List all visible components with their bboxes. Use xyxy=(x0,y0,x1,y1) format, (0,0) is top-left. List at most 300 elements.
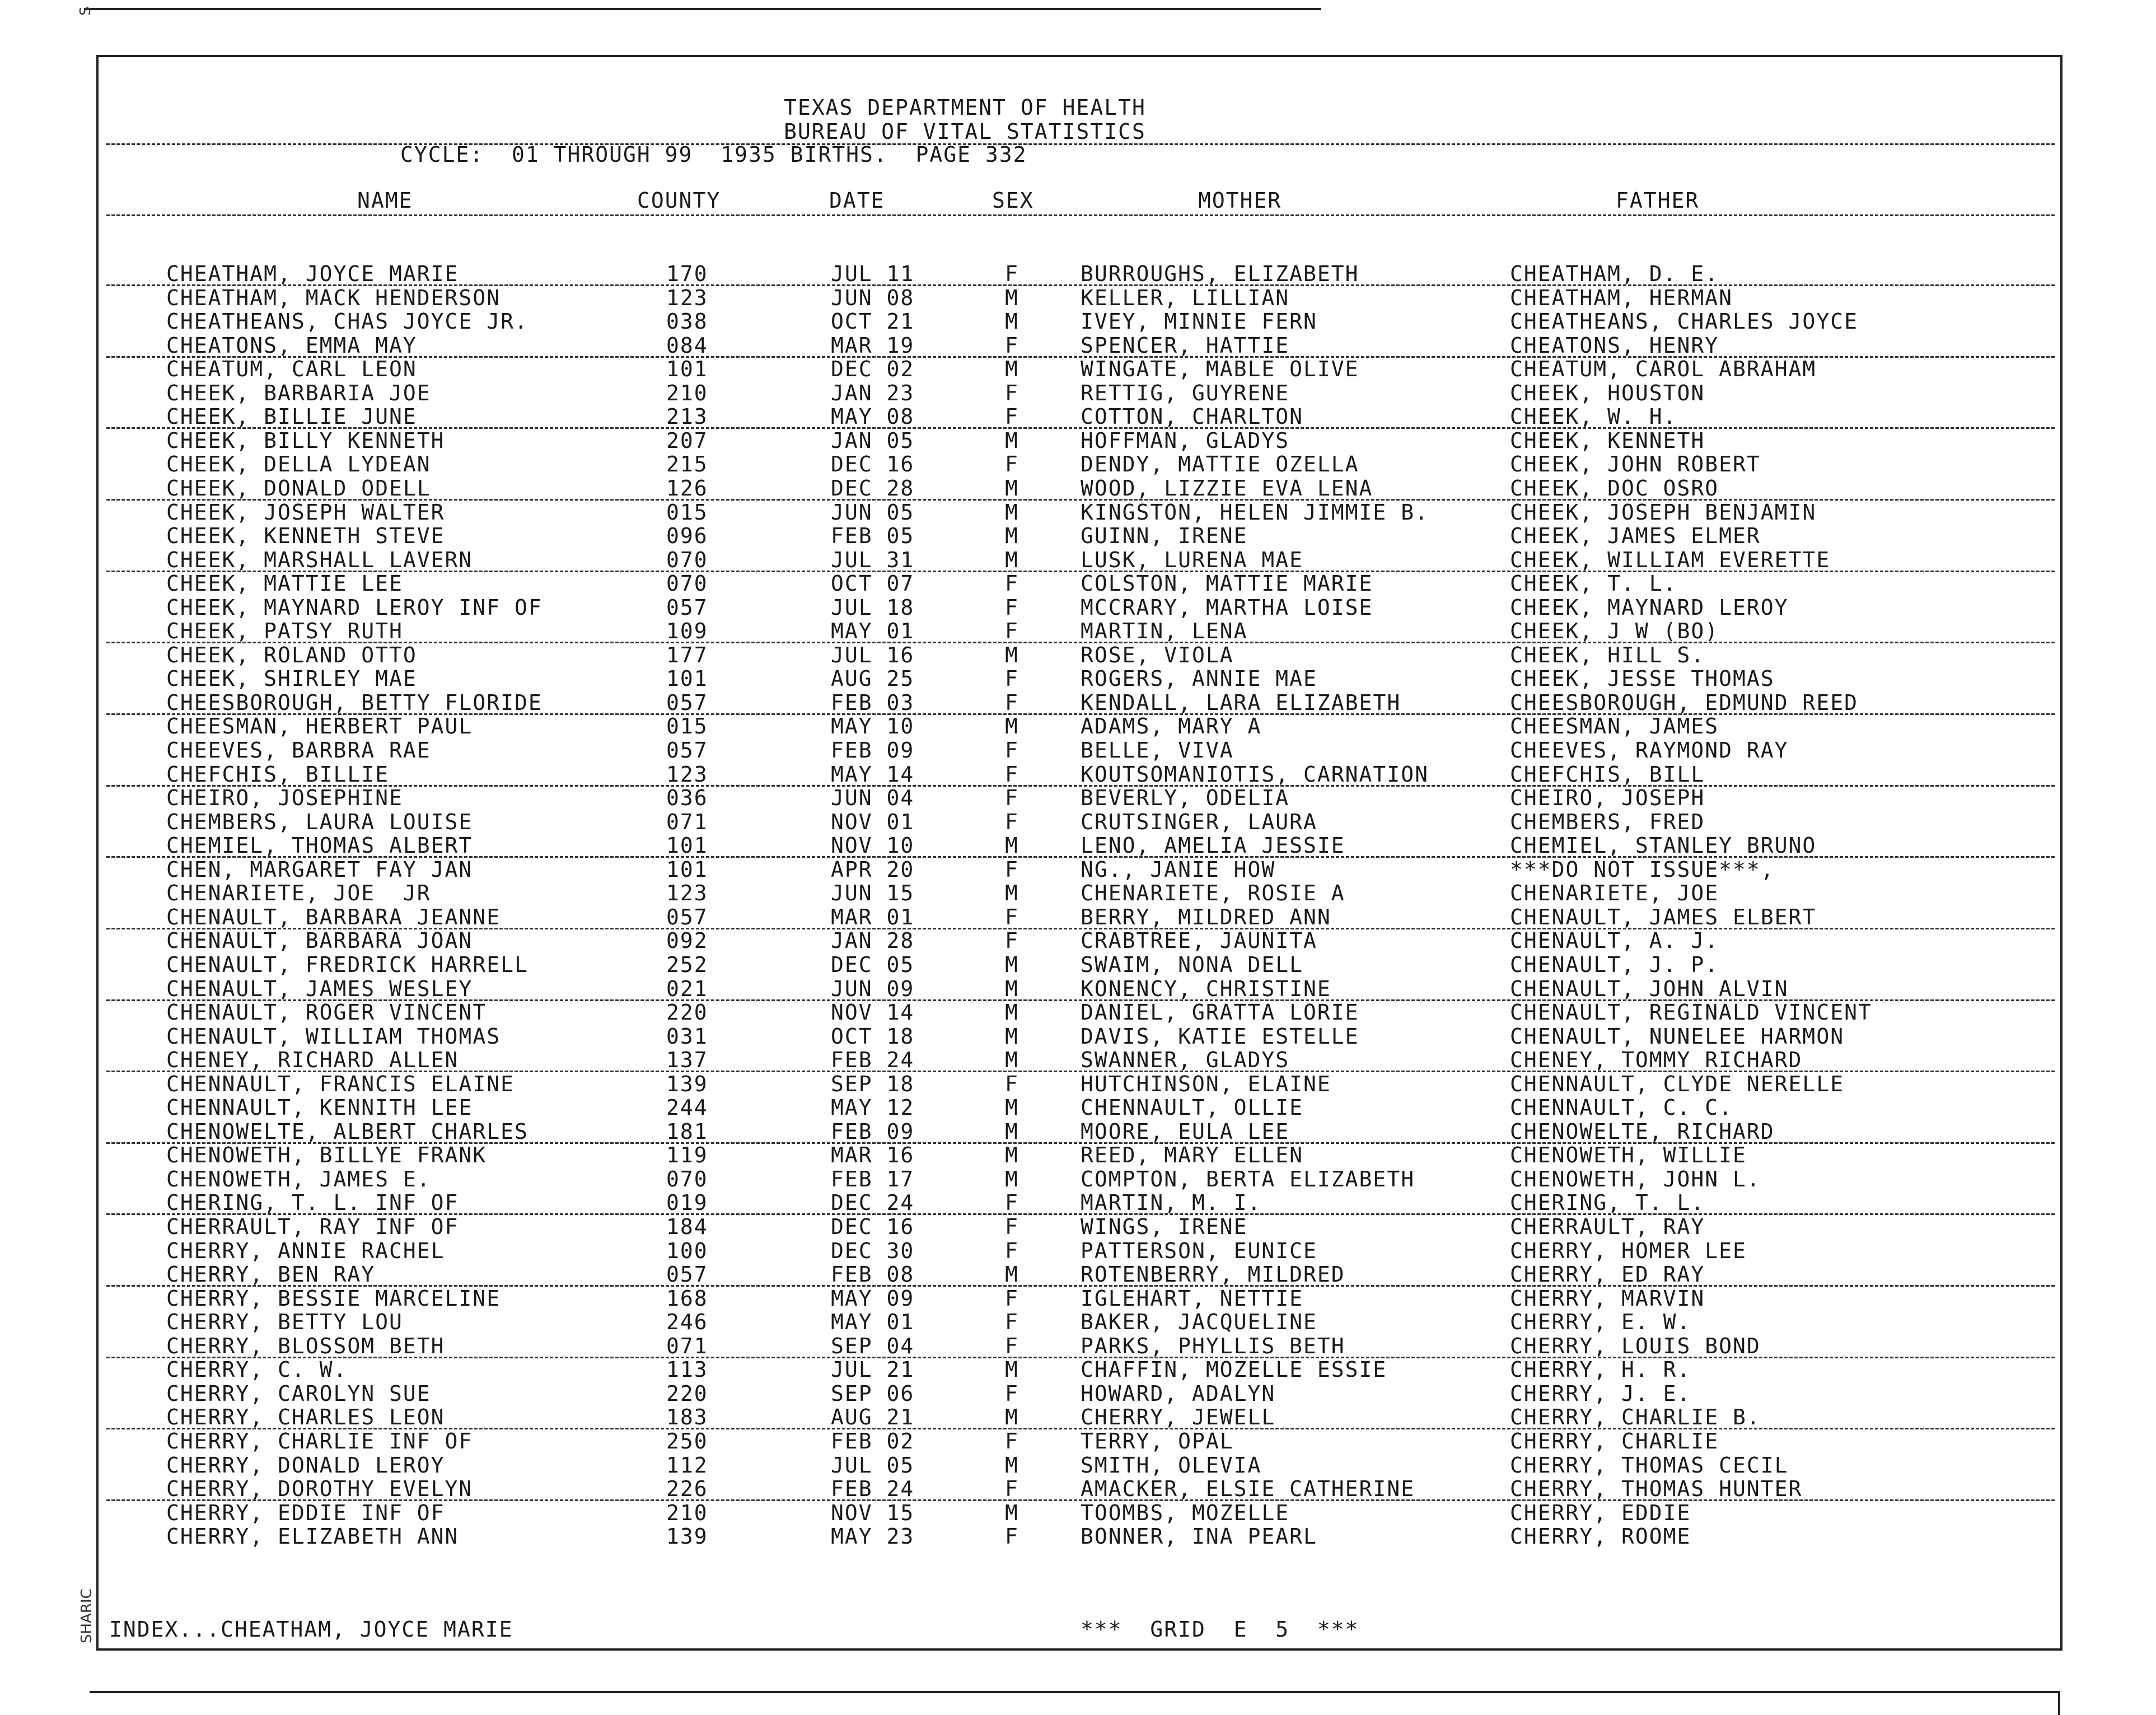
record-name: CHERRY, BLOSSOM BETH xyxy=(166,1333,445,1358)
record-date: DEC 16 xyxy=(831,452,915,477)
record-name: CHERRY, BETTY LOU xyxy=(166,1310,403,1335)
record-row xyxy=(0,405,2156,428)
record-county: 101 xyxy=(666,666,708,691)
record-mother: BEVERLY, ODELIA xyxy=(1081,786,1290,811)
record-row xyxy=(0,1215,2156,1239)
record-mother: SWANNER, GLADYS xyxy=(1081,1048,1290,1073)
record-name: CHEATHAM, JOYCE MARIE xyxy=(166,261,459,286)
record-county: 112 xyxy=(666,1452,708,1478)
record-father: CHEMIEL, STANLEY BRUNO xyxy=(1510,833,1817,858)
record-name: CHERRY, DONALD LEROY xyxy=(166,1452,445,1478)
record-father: CHENEY, TOMMY RICHARD xyxy=(1510,1048,1803,1073)
record-father: CHENNAULT, CLYDE NERELLE xyxy=(1510,1071,1845,1096)
record-row xyxy=(0,548,2156,572)
record-row xyxy=(0,905,2156,929)
record-father: CHERRY, ROOME xyxy=(1510,1524,1691,1549)
record-county: 123 xyxy=(666,285,708,310)
record-row xyxy=(0,1167,2156,1191)
record-date: DEC 16 xyxy=(831,1214,915,1239)
record-row xyxy=(0,501,2156,524)
record-sex: F xyxy=(1005,1286,1019,1311)
record-county: 096 xyxy=(666,524,708,549)
record-mother: BELLE, VIVA xyxy=(1081,738,1234,763)
row-group-rule xyxy=(106,356,2055,358)
record-name: CHEEK, DONALD ODELL xyxy=(166,475,431,501)
record-county: 177 xyxy=(666,642,708,667)
record-county: 084 xyxy=(666,333,708,358)
record-father: CHEEK, JOHN ROBERT xyxy=(1510,452,1761,477)
record-county: 123 xyxy=(666,761,708,787)
record-mother: DENDY, MATTIE OZELLA xyxy=(1081,452,1359,477)
row-group-rule xyxy=(106,928,2055,929)
record-name: CHEATUM, CARL LEON xyxy=(166,357,417,382)
record-mother: TOOMBS, MOZELLE xyxy=(1081,1500,1290,1525)
record-county: 109 xyxy=(666,619,708,644)
record-county: 101 xyxy=(666,357,708,382)
record-name: CHENNAULT, FRANCIS ELAINE xyxy=(166,1071,515,1096)
record-name: CHEATONS, EMMA MAY xyxy=(166,333,417,358)
record-date: FEB 05 xyxy=(831,524,915,549)
record-father: CHENNAULT, C. C. xyxy=(1510,1095,1733,1120)
record-county: 183 xyxy=(666,1405,708,1430)
record-mother: ADAMS, MARY A xyxy=(1081,714,1262,739)
record-county: 038 xyxy=(666,309,708,334)
record-sex: M xyxy=(1005,285,1019,310)
record-row xyxy=(0,977,2156,1001)
record-row xyxy=(0,1096,2156,1119)
record-sex: M xyxy=(1005,1000,1019,1025)
record-mother: WINGATE, MABLE OLIVE xyxy=(1081,357,1359,382)
record-name: CHENARIETE, JOE JR xyxy=(166,881,431,906)
record-father: CHEEVES, RAYMOND RAY xyxy=(1510,738,1789,763)
record-sex: M xyxy=(1005,1048,1019,1073)
record-row xyxy=(0,1048,2156,1072)
record-name: CHEEVES, BARBRA RAE xyxy=(166,738,431,763)
record-name: CHERING, T. L. INF OF xyxy=(166,1190,459,1216)
record-name: CHEEK, SHIRLEY MAE xyxy=(166,666,417,691)
record-date: SEP 06 xyxy=(831,1381,915,1406)
record-date: DEC 28 xyxy=(831,475,915,501)
record-father: ***DO NOT ISSUE***, xyxy=(1510,857,1775,882)
record-date: FEB 02 xyxy=(831,1428,915,1454)
record-row xyxy=(0,1239,2156,1263)
record-father: CHEMBERS, FRED xyxy=(1510,809,1705,834)
record-row xyxy=(0,1287,2156,1310)
record-row xyxy=(0,1334,2156,1358)
record-name: CHERRY, CAROLYN SUE xyxy=(166,1381,431,1406)
record-row xyxy=(0,1525,2156,1548)
record-mother: CRUTSINGER, LAURA xyxy=(1081,809,1317,834)
record-sex: F xyxy=(1005,857,1019,882)
row-group-rule xyxy=(106,571,2055,572)
record-mother: KONENCY, CHRISTINE xyxy=(1081,976,1331,1001)
record-name: CHEEK, MARSHALL LAVERN xyxy=(166,547,473,572)
record-father: CHERRY, LOUIS BOND xyxy=(1510,1333,1761,1358)
record-name: CHEEK, BILLY KENNETH xyxy=(166,428,445,453)
record-date: DEC 30 xyxy=(831,1238,915,1263)
record-row xyxy=(0,786,2156,810)
col-date-heading: DATE xyxy=(829,188,885,213)
record-county: 071 xyxy=(666,809,708,834)
record-sex: M xyxy=(1005,1095,1019,1120)
record-sex: F xyxy=(1005,928,1019,954)
record-sex: M xyxy=(1005,1262,1019,1287)
record-father: CHERRY, CHARLIE B. xyxy=(1510,1405,1761,1430)
row-group-rule xyxy=(106,642,2055,643)
record-mother: SMITH, OLEVIA xyxy=(1081,1452,1262,1478)
record-county: 207 xyxy=(666,428,708,453)
row-group-rule xyxy=(106,856,2055,858)
record-sex: F xyxy=(1005,1524,1019,1549)
record-date: FEB 09 xyxy=(831,738,915,763)
record-name: CHERRAULT, RAY INF OF xyxy=(166,1214,459,1239)
record-county: 057 xyxy=(666,904,708,929)
record-row xyxy=(0,1501,2156,1525)
record-date: MAY 01 xyxy=(831,619,915,644)
record-sex: F xyxy=(1005,380,1019,405)
record-row xyxy=(0,1191,2156,1214)
record-sex: F xyxy=(1005,452,1019,477)
record-name: CHENOWETH, BILLYE FRANK xyxy=(166,1143,487,1168)
record-mother: DAVIS, KATIE ESTELLE xyxy=(1081,1024,1359,1049)
record-row xyxy=(0,262,2156,286)
record-sex: M xyxy=(1005,524,1019,549)
record-row xyxy=(0,619,2156,643)
record-sex: M xyxy=(1005,499,1019,525)
record-date: FEB 03 xyxy=(831,690,915,715)
record-row xyxy=(0,1001,2156,1024)
record-date: DEC 05 xyxy=(831,952,915,977)
record-county: 139 xyxy=(666,1071,708,1096)
record-date: AUG 25 xyxy=(831,666,915,691)
record-county: 070 xyxy=(666,571,708,596)
record-father: CHENAULT, A. J. xyxy=(1510,928,1719,954)
record-row xyxy=(0,1120,2156,1143)
record-row xyxy=(0,929,2156,952)
row-group-rule xyxy=(106,284,2055,286)
record-sex: M xyxy=(1005,357,1019,382)
record-row xyxy=(0,691,2156,714)
record-name: CHENAULT, ROGER VINCENT xyxy=(166,1000,487,1025)
department-title: TEXAS DEPARTMENT OF HEALTH xyxy=(784,95,1146,120)
row-group-rule xyxy=(106,713,2055,715)
record-date: MAR 19 xyxy=(831,333,915,358)
record-date: MAR 16 xyxy=(831,1143,915,1168)
record-name: CHEN, MARGARET FAY JAN xyxy=(166,857,473,882)
record-row xyxy=(0,763,2156,786)
record-date: MAY 01 xyxy=(831,1310,915,1335)
record-name: CHEEK, MAYNARD LEROY INF OF xyxy=(166,595,542,620)
record-sex: M xyxy=(1005,1452,1019,1478)
record-sex: M xyxy=(1005,1166,1019,1191)
record-row xyxy=(0,524,2156,548)
record-county: 015 xyxy=(666,499,708,525)
record-father: CHENAULT, NUNELEE HARMON xyxy=(1510,1024,1845,1049)
record-county: 071 xyxy=(666,1333,708,1358)
row-group-rule xyxy=(106,1428,2055,1429)
record-father: CHERRY, EDDIE xyxy=(1510,1500,1691,1525)
record-row xyxy=(0,1454,2156,1477)
record-county: 126 xyxy=(666,475,708,501)
record-name: CHEEK, MATTIE LEE xyxy=(166,571,403,596)
record-row xyxy=(0,476,2156,500)
record-sex: F xyxy=(1005,1214,1019,1239)
record-name: CHENAULT, WILLIAM THOMAS xyxy=(166,1024,501,1049)
record-mother: WOOD, LIZZIE EVA LENA xyxy=(1081,475,1373,501)
record-row xyxy=(0,1072,2156,1096)
record-date: JAN 05 xyxy=(831,428,915,453)
record-mother: MOORE, EULA LEE xyxy=(1081,1119,1290,1144)
record-name: CHEFCHIS, BILLIE xyxy=(166,761,390,787)
record-county: 226 xyxy=(666,1476,708,1502)
record-date: OCT 18 xyxy=(831,1024,915,1049)
record-mother: MARTIN, LENA xyxy=(1081,619,1248,644)
record-mother: CHENARIETE, ROSIE A xyxy=(1081,881,1345,906)
record-date: NOV 14 xyxy=(831,1000,915,1025)
record-father: CHENAULT, JAMES ELBERT xyxy=(1510,904,1817,929)
record-row xyxy=(0,643,2156,667)
record-mother: BERRY, MILDRED ANN xyxy=(1081,904,1331,929)
record-name: CHEEK, PATSY RUTH xyxy=(166,619,403,644)
record-county: 181 xyxy=(666,1119,708,1144)
record-row xyxy=(0,810,2156,834)
record-mother: KOUTSOMANIOTIS, CARNATION xyxy=(1081,761,1429,787)
record-sex: F xyxy=(1005,761,1019,787)
record-county: 210 xyxy=(666,1500,708,1525)
record-name: CHENEY, RICHARD ALLEN xyxy=(166,1048,459,1073)
record-name: CHERRY, C. W. xyxy=(166,1357,348,1382)
record-row xyxy=(0,739,2156,762)
record-father: CHEATHAM, HERMAN xyxy=(1510,285,1733,310)
record-date: OCT 21 xyxy=(831,309,915,334)
record-name: CHENAULT, JAMES WESLEY xyxy=(166,976,473,1001)
record-county: 036 xyxy=(666,786,708,811)
record-mother: RETTIG, GUYRENE xyxy=(1081,380,1290,405)
record-name: CHENAULT, BARBARA JOAN xyxy=(166,928,473,954)
record-father: CHERRAULT, RAY xyxy=(1510,1214,1705,1239)
record-mother: KENDALL, LARA ELIZABETH xyxy=(1081,690,1401,715)
record-mother: CRABTREE, JAUNITA xyxy=(1081,928,1317,954)
record-county: 021 xyxy=(666,976,708,1001)
record-date: MAR 01 xyxy=(831,904,915,929)
record-father: CHENOWETH, WILLIE xyxy=(1510,1143,1747,1168)
record-sex: M xyxy=(1005,1357,1019,1382)
record-row xyxy=(0,1263,2156,1286)
record-father: CHENOWELTE, RICHARD xyxy=(1510,1119,1775,1144)
record-sex: F xyxy=(1005,1071,1019,1096)
record-county: 057 xyxy=(666,595,708,620)
record-mother: KINGSTON, HELEN JIMMIE B. xyxy=(1081,499,1429,525)
record-row xyxy=(0,1429,2156,1453)
record-mother: BURROUGHS, ELIZABETH xyxy=(1081,261,1359,286)
record-date: JAN 28 xyxy=(831,928,915,954)
row-group-rule xyxy=(106,427,2055,429)
record-date: FEB 24 xyxy=(831,1476,915,1502)
record-name: CHEATHAM, MACK HENDERSON xyxy=(166,285,501,310)
record-county: 057 xyxy=(666,690,708,715)
record-name: CHERRY, CHARLIE INF OF xyxy=(166,1428,473,1454)
record-father: CHEEK, KENNETH xyxy=(1510,428,1705,453)
record-sex: F xyxy=(1005,595,1019,620)
record-date: JUL 18 xyxy=(831,595,915,620)
record-mother: GUINN, IRENE xyxy=(1081,524,1248,549)
record-row xyxy=(0,572,2156,595)
record-sex: F xyxy=(1005,1310,1019,1335)
record-father: CHEATHAM, D. E. xyxy=(1510,261,1719,286)
record-sex: F xyxy=(1005,1190,1019,1216)
record-name: CHEEK, DELLA LYDEAN xyxy=(166,452,431,477)
record-sex: F xyxy=(1005,786,1019,811)
record-date: MAY 14 xyxy=(831,761,915,787)
record-name: CHEEK, ROLAND OTTO xyxy=(166,642,417,667)
record-county: 168 xyxy=(666,1286,708,1311)
record-father: CHEEK, W. H. xyxy=(1510,404,1677,429)
record-name: CHEEK, JOSEPH WALTER xyxy=(166,499,445,525)
record-row xyxy=(0,596,2156,619)
record-county: 057 xyxy=(666,1262,708,1287)
record-row xyxy=(0,881,2156,905)
record-father: CHEEK, JOSEPH BENJAMIN xyxy=(1510,499,1817,525)
record-father: CHERRY, MARVIN xyxy=(1510,1286,1705,1311)
index-label: INDEX...CHEATHAM, JOYCE MARIE xyxy=(109,1617,513,1642)
record-date: JUL 11 xyxy=(831,261,915,286)
record-name: CHERRY, EDDIE INF OF xyxy=(166,1500,445,1525)
record-sex: F xyxy=(1005,1476,1019,1502)
record-mother: COLSTON, MATTIE MARIE xyxy=(1081,571,1373,596)
record-father: CHEIRO, JOSEPH xyxy=(1510,786,1705,811)
record-mother: MCCRARY, MARTHA LOISE xyxy=(1081,595,1373,620)
record-county: 250 xyxy=(666,1428,708,1454)
record-date: DEC 24 xyxy=(831,1190,915,1216)
col-mother-heading: MOTHER xyxy=(1198,188,1282,213)
record-mother: CHAFFIN, MOZELLE ESSIE xyxy=(1081,1357,1387,1382)
record-date: JUN 09 xyxy=(831,976,915,1001)
record-mother: ROTENBERRY, MILDRED xyxy=(1081,1262,1345,1287)
record-father: CHEEK, T. L. xyxy=(1510,571,1677,596)
record-county: 170 xyxy=(666,261,708,286)
record-mother: TERRY, OPAL xyxy=(1081,1428,1234,1454)
record-date: NOV 15 xyxy=(831,1500,915,1525)
cycle-line: CYCLE: 01 THROUGH 99 1935 BIRTHS. PAGE 332 xyxy=(400,142,1027,167)
record-father: CHERRY, E. W. xyxy=(1510,1310,1691,1335)
record-row xyxy=(0,381,2156,405)
record-name: CHERRY, ELIZABETH ANN xyxy=(166,1524,459,1549)
record-date: MAY 23 xyxy=(831,1524,915,1549)
record-date: MAY 09 xyxy=(831,1286,915,1311)
record-mother: ROSE, VIOLA xyxy=(1081,642,1234,667)
record-date: FEB 09 xyxy=(831,1119,915,1144)
record-row xyxy=(0,1405,2156,1429)
record-row xyxy=(0,834,2156,857)
bottom-rule xyxy=(90,1691,2060,1693)
record-date: JAN 23 xyxy=(831,380,915,405)
record-date: SEP 04 xyxy=(831,1333,915,1358)
record-name: CHERRY, ANNIE RACHEL xyxy=(166,1238,445,1263)
record-date: MAY 10 xyxy=(831,714,915,739)
record-county: 123 xyxy=(666,881,708,906)
row-group-rule xyxy=(106,1285,2055,1287)
record-name: CHENAULT, BARBARA JEANNE xyxy=(166,904,501,929)
record-father: CHERRY, HOMER LEE xyxy=(1510,1238,1747,1263)
record-row xyxy=(0,357,2156,381)
record-sex: M xyxy=(1005,1500,1019,1525)
side-label: SHARIC xyxy=(78,1588,95,1643)
record-row xyxy=(0,667,2156,690)
record-sex: M xyxy=(1005,1024,1019,1049)
record-county: 119 xyxy=(666,1143,708,1168)
record-sex: F xyxy=(1005,666,1019,691)
record-name: CHEATHEANS, CHAS JOYCE JR. xyxy=(166,309,529,334)
row-group-rule xyxy=(106,999,2055,1001)
col-name-heading: NAME xyxy=(357,188,413,213)
record-father: CHEEK, HILL S. xyxy=(1510,642,1705,667)
record-row xyxy=(0,1143,2156,1167)
record-mother: AMACKER, ELSIE CATHERINE xyxy=(1081,1476,1415,1502)
row-group-rule xyxy=(106,499,2055,501)
record-row xyxy=(0,1382,2156,1405)
record-county: 215 xyxy=(666,452,708,477)
record-name: CHEESBOROUGH, BETTY FLORIDE xyxy=(166,690,542,715)
record-sex: M xyxy=(1005,1119,1019,1144)
record-sex: F xyxy=(1005,690,1019,715)
record-name: CHEMBERS, LAURA LOUISE xyxy=(166,809,473,834)
record-father: CHEESBOROUGH, EDMUND REED xyxy=(1510,690,1858,715)
corner-label: S xyxy=(77,6,94,16)
record-date: JUN 04 xyxy=(831,786,915,811)
record-mother: DANIEL, GRATTA LORIE xyxy=(1081,1000,1359,1025)
record-sex: F xyxy=(1005,809,1019,834)
record-county: 220 xyxy=(666,1000,708,1025)
record-row xyxy=(0,714,2156,738)
record-name: CHENNAULT, KENNITH LEE xyxy=(166,1095,473,1120)
record-county: 100 xyxy=(666,1238,708,1263)
record-name: CHEEK, BILLIE JUNE xyxy=(166,404,417,429)
record-sex: F xyxy=(1005,1428,1019,1454)
record-father: CHERRY, THOMAS CECIL xyxy=(1510,1452,1789,1478)
record-sex: M xyxy=(1005,547,1019,572)
record-sex: M xyxy=(1005,428,1019,453)
record-county: 139 xyxy=(666,1524,708,1549)
record-county: 019 xyxy=(666,1190,708,1216)
record-county: 113 xyxy=(666,1357,708,1382)
record-name: CHERRY, CHARLES LEON xyxy=(166,1405,445,1430)
record-mother: WINGS, IRENE xyxy=(1081,1214,1248,1239)
record-name: CHEEK, KENNETH STEVE xyxy=(166,524,445,549)
record-mother: LUSK, LURENA MAE xyxy=(1081,547,1304,572)
record-row xyxy=(0,1025,2156,1048)
record-mother: BAKER, JACQUELINE xyxy=(1081,1310,1317,1335)
record-sex: M xyxy=(1005,1405,1019,1430)
record-row xyxy=(0,858,2156,881)
row-group-rule xyxy=(106,785,2055,787)
record-date: JUN 15 xyxy=(831,881,915,906)
record-row xyxy=(0,334,2156,357)
record-county: 220 xyxy=(666,1381,708,1406)
record-mother: HOWARD, ADALYN xyxy=(1081,1381,1276,1406)
record-father: CHEEK, DOC OSRO xyxy=(1510,475,1719,501)
record-date: APR 20 xyxy=(831,857,915,882)
record-father: CHEEK, JAMES ELMER xyxy=(1510,524,1761,549)
record-sex: M xyxy=(1005,881,1019,906)
record-county: 101 xyxy=(666,833,708,858)
record-father: CHEFCHIS, BILL xyxy=(1510,761,1705,787)
record-date: JUN 05 xyxy=(831,499,915,525)
record-name: CHENOWETH, JAMES E. xyxy=(166,1166,431,1191)
record-county: 184 xyxy=(666,1214,708,1239)
record-father: CHENAULT, JOHN ALVIN xyxy=(1510,976,1789,1001)
record-sex: M xyxy=(1005,475,1019,501)
record-father: CHEEK, MAYNARD LEROY xyxy=(1510,595,1789,620)
